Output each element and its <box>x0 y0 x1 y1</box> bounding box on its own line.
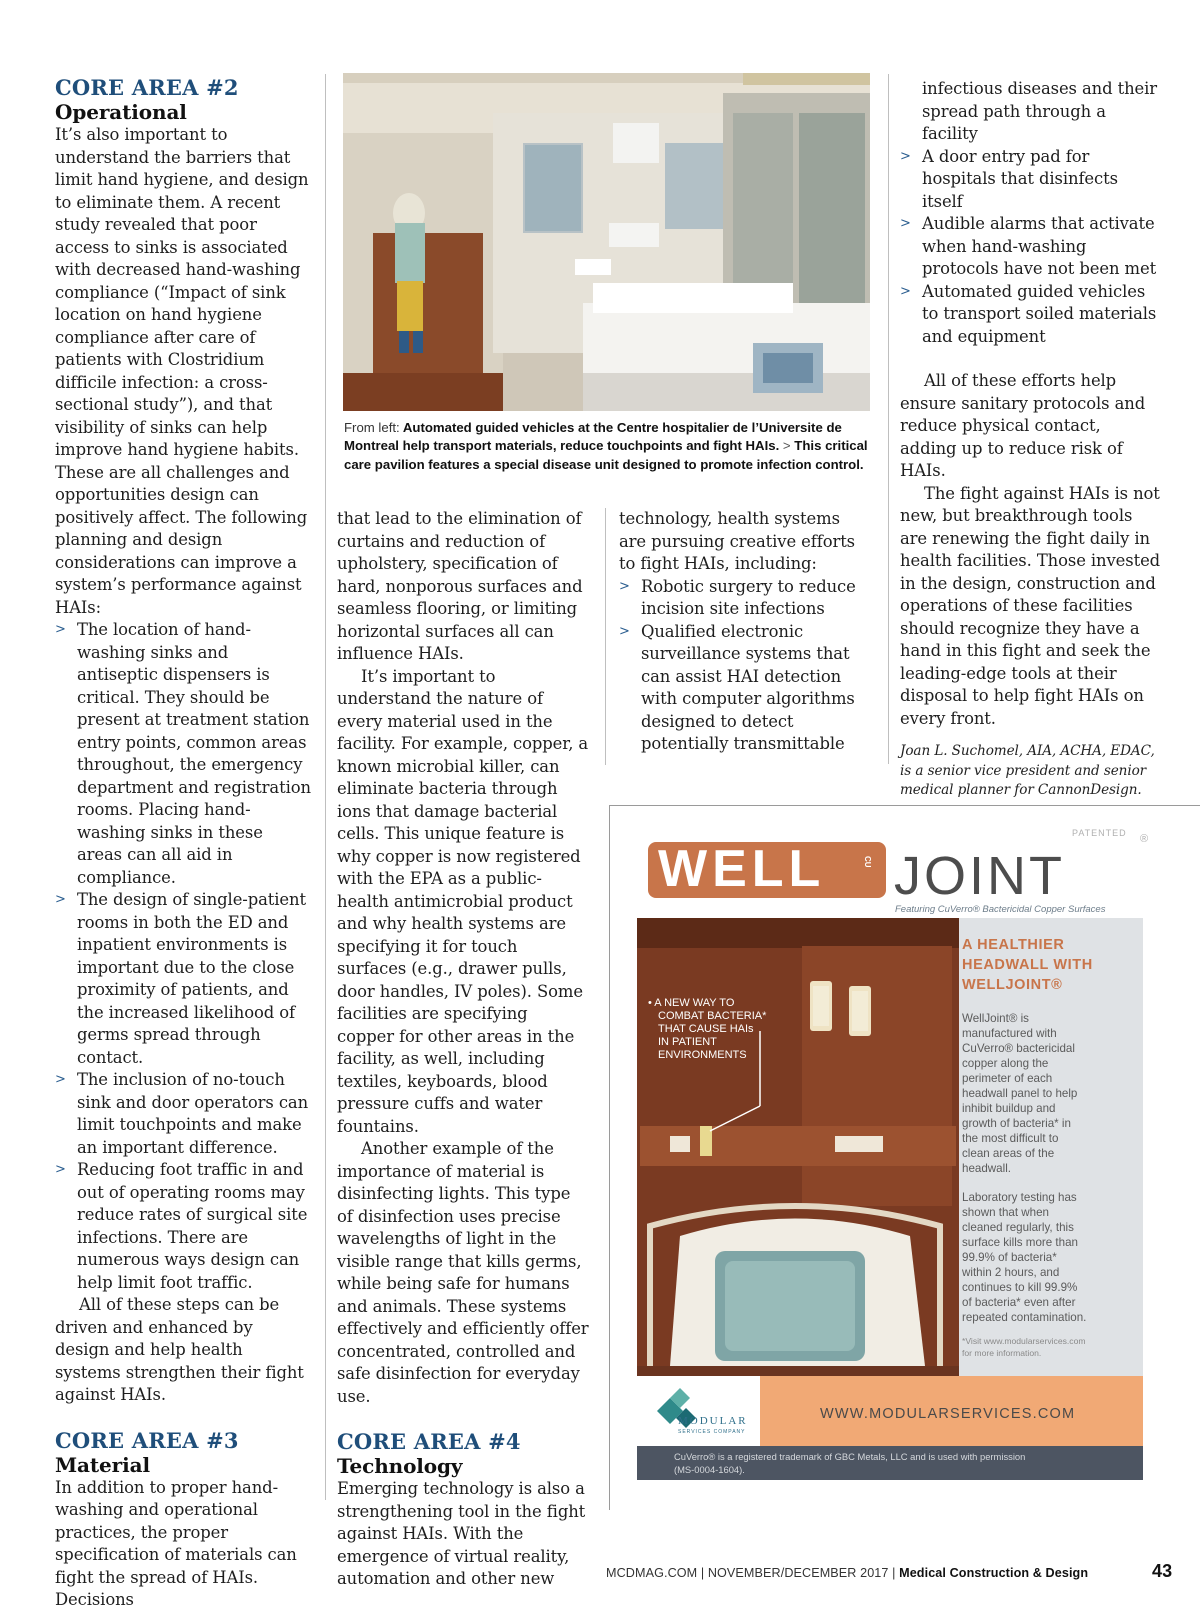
svg-text:of bacteria* even after: of bacteria* even after <box>962 1296 1076 1309</box>
core-area-4-heading: CORE AREA #4 <box>337 1429 521 1454</box>
svg-text:copper along the: copper along the <box>962 1057 1049 1070</box>
svg-text:99.9% of bacteria*: 99.9% of bacteria* <box>962 1251 1057 1264</box>
material-paragraph-1: that lead to the elimination of curtains and reduction of upholstery, specification of hard, nonporous surfaces and seamless flooring, or limiting horizontal surfaces all can influence HAIs. <box>337 509 583 663</box>
list-item: > Qualified electronic surveillance systems that can assist HAI detection with computer algorithms designed to detect potentially transmittable <box>619 621 864 756</box>
svg-text:A HEALTHIER: A HEALTHIER <box>962 937 1065 953</box>
svg-text:CuVerro® bactericidal: CuVerro® bactericidal <box>962 1042 1075 1055</box>
svg-text:THAT CAUSE HAIs: THAT CAUSE HAIs <box>658 1023 754 1035</box>
core-area-4-subheading: Technology <box>337 1454 463 1478</box>
technology-intro: Emerging technology is also a strengthening tool in the fight against HAIs. With the emergence of virtual reality, automation and other new <box>337 1479 586 1588</box>
svg-text:WELLJOINT®: WELLJOINT® <box>962 977 1063 993</box>
svg-text:WellJoint® is: WellJoint® is <box>962 1012 1029 1025</box>
author-bio: Joan L. Suchomel, AIA, ACHA, EDAC, is a senior vice president and senior medical planner for CannonDesign. <box>900 743 1155 798</box>
column-2 <box>337 508 589 1591</box>
logo-joint-text: JOINT <box>894 846 1065 906</box>
list-item: > The location of hand-washing sinks and antiseptic dispensers is critical. They should be present at treatment station entry points, common areas throughout, the emergency department and registration rooms. Placing hand-washing sinks in these areas can all aid in compliance. <box>55 619 311 889</box>
footer-separator: | <box>700 1566 705 1580</box>
svg-text:within 2 hours, and: within 2 hours, and <box>962 1266 1060 1279</box>
conclusion-paragraph-2: The fight against HAIs is not new, but breakthrough tools are renewing the fight daily in health facilities. Those invested in the design, construction and operations of these facilities should recognize they have a hand in this fight and seek the leading-edge tools at their disposal to help fight HAIs on every front. <box>900 483 1161 728</box>
conclusion-paragraph-1: All of these efforts help ensure sanitary protocols and reduce physical contact, adding up to reduce risk of HAIs. <box>900 371 1146 480</box>
svg-text:for more information.: for more information. <box>962 1348 1042 1358</box>
svg-text:COMBAT BACTERIA*: COMBAT BACTERIA* <box>658 1010 767 1022</box>
svg-text:(MS-0004-1604).: (MS-0004-1604). <box>674 1464 745 1475</box>
column-1 <box>55 76 311 1612</box>
caption-text-1: Automated guided vehicles at the Centre hospitalier de l’Universite de Montreal help transport materials, reduce touchpoints and fight HAIs. <box>344 420 842 454</box>
list-item: > A door entry pad for hospitals that disinfects itself <box>900 146 1162 214</box>
core-area-3-heading: CORE AREA #3 <box>55 1427 239 1453</box>
footer-publication: Medical Construction & Design <box>899 1566 1089 1580</box>
svg-text:cleaned regularly, this: cleaned regularly, this <box>962 1221 1074 1234</box>
column-rule <box>888 74 889 764</box>
list-item: > Reducing foot traffic in and out of operating rooms may reduce rates of surgical site infections. There are numerous ways design can help limit foot traffic. <box>55 1159 311 1294</box>
modular-company-name: MODULAR <box>678 1415 748 1427</box>
logo-well-text: WELL <box>658 840 826 898</box>
logo-cu-text: CU <box>863 856 872 868</box>
caption-lead: From left: <box>344 420 400 435</box>
operational-intro: It’s also important to understand the barriers that limit hand hygiene, and design to eliminate them. A recent study revealed that poor access to sinks is associated with decreased hand-washing compliance (“Impact of sink location on hand hygiene compliance after care of patients with Clostridium difficile infection: a cross-sectional study”), and that visibility of sinks can help improve hand hygiene habits. These are all challenges and opportunities design can positively affect. The following planning and design considerations can improve a system’s performance against HAIs: <box>55 125 309 617</box>
svg-text:surface kills more than: surface kills more than <box>962 1236 1078 1249</box>
svg-text:perimeter of each: perimeter of each <box>962 1072 1053 1085</box>
svg-text:shown that when: shown that when <box>962 1206 1050 1219</box>
logo-tagline: Featuring CuVerro® Bactericidal Copper Surfaces <box>895 904 1106 915</box>
hospital-room-photo <box>343 73 870 411</box>
column-3 <box>619 508 864 756</box>
page-number: 43 <box>1152 1561 1173 1581</box>
svg-text:HEADWALL WITH: HEADWALL WITH <box>962 957 1093 973</box>
list-item: > Robotic surgery to reduce incision site infections <box>619 576 864 621</box>
material-paragraph-2: It’s important to understand the nature of every material used in the facility. For example, copper, a known microbial killer, can eliminate bacteria through ions that damage bacterial cells. This unique feature is why copper is now registered with the EPA as a public-health antimicrobial product and why health systems are specifying it for touch surfaces (e.g., drawer pulls, door handles, IV poles). Some facilities are specifying copper for other areas in the facility, as well, including textiles, keyboards, blood pressure cuffs and water fountains. <box>337 666 589 1136</box>
material-paragraph-3: Another example of the importance of material is disinfecting lights. This type of disinfection uses precise wavelengths of light in the visible range that kills germs, while being safe for humans and animals. These systems effectively and efficiently offer concentrated, controlled and safe disinfection for everyday use. <box>337 1139 589 1406</box>
list-continuation: infectious diseases and their spread path through a facility <box>922 79 1158 143</box>
svg-text:inhibit buildup and: inhibit buildup and <box>962 1102 1056 1115</box>
svg-text:repeated contamination.: repeated contamination. <box>962 1311 1087 1324</box>
svg-text:continues to kill 99.9%: continues to kill 99.9% <box>962 1281 1078 1294</box>
core-area-3-subheading: Material <box>55 1452 150 1477</box>
list-item: > The design of single-patient rooms in both the ED and inpatient environments is important due to the close proximity of patients, and the increased likelihood of germs spread through contact. <box>55 889 311 1069</box>
photo-caption <box>344 419 872 474</box>
footer-separator: | <box>892 1566 896 1580</box>
svg-text:manufactured with: manufactured with <box>962 1027 1057 1040</box>
svg-text:growth of bacteria* in: growth of bacteria* in <box>962 1117 1071 1130</box>
svg-text:• A NEW WAY TO: • A NEW WAY TO <box>648 997 735 1009</box>
core-area-2-subheading: Operational <box>55 100 187 124</box>
svg-text:CuVerro® is a registered trade: CuVerro® is a registered trademark of GBC Metals, LLC and is used with permission <box>674 1451 1026 1462</box>
svg-text:headwall panel to help: headwall panel to help <box>962 1087 1078 1100</box>
svg-text:ENVIRONMENTS: ENVIRONMENTS <box>658 1049 747 1061</box>
column-rule <box>605 508 606 765</box>
footer-site: MCDMAG.COM <box>606 1566 698 1580</box>
technology-list <box>619 576 864 756</box>
technology-list-continued <box>900 146 1162 349</box>
column-4 <box>900 78 1162 801</box>
list-item: > Audible alarms that activate when hand-washing protocols have not been met <box>900 213 1162 281</box>
list-item: > The inclusion of no-touch sink and door operators can limit touchpoints and make an important difference. <box>55 1069 311 1159</box>
svg-text:*Visit www.modularservices.com: *Visit www.modularservices.com <box>962 1336 1086 1346</box>
column-rule <box>325 74 326 1500</box>
patented-text: PATENTED <box>1072 828 1127 838</box>
welljoint-logo <box>648 828 1148 915</box>
ad-url: WWW.MODULARSERVICES.COM <box>820 1406 1076 1422</box>
operational-closing: All of these steps can be driven and enhanced by design and help health systems strengthen their fight against HAIs. <box>55 1295 304 1404</box>
technology-paragraph: technology, health systems are pursuing creative efforts to fight HAIs, including: <box>619 509 855 573</box>
material-intro: In addition to proper hand-washing and operational practices, the proper specification of materials can fight the spread of HAIs. Decisions <box>55 1477 297 1609</box>
footer-date: NOVEMBER/DECEMBER 2017 <box>707 1566 889 1580</box>
list-item: > Automated guided vehicles to transport soiled materials and equipment <box>900 281 1162 349</box>
registered-mark: ® <box>1140 833 1149 845</box>
svg-text:Laboratory testing has: Laboratory testing has <box>962 1191 1077 1204</box>
operational-list <box>55 619 311 1294</box>
core-area-2-heading: CORE AREA #2 <box>55 75 239 100</box>
caption-text-2: This critical care pavilion features a special disease unit designed to promote infection control. <box>344 438 868 472</box>
caption-arrow: > <box>782 438 791 454</box>
svg-text:clean areas of the: clean areas of the <box>962 1147 1055 1160</box>
modular-company-sub: SERVICES COMPANY <box>678 1429 746 1435</box>
svg-text:headwall.: headwall. <box>962 1162 1011 1175</box>
page-footer <box>606 1561 1176 1581</box>
svg-text:the most difficult to: the most difficult to <box>962 1132 1059 1145</box>
svg-text:IN PATIENT: IN PATIENT <box>658 1036 717 1048</box>
welljoint-advertisement[interactable] <box>609 805 1200 1510</box>
